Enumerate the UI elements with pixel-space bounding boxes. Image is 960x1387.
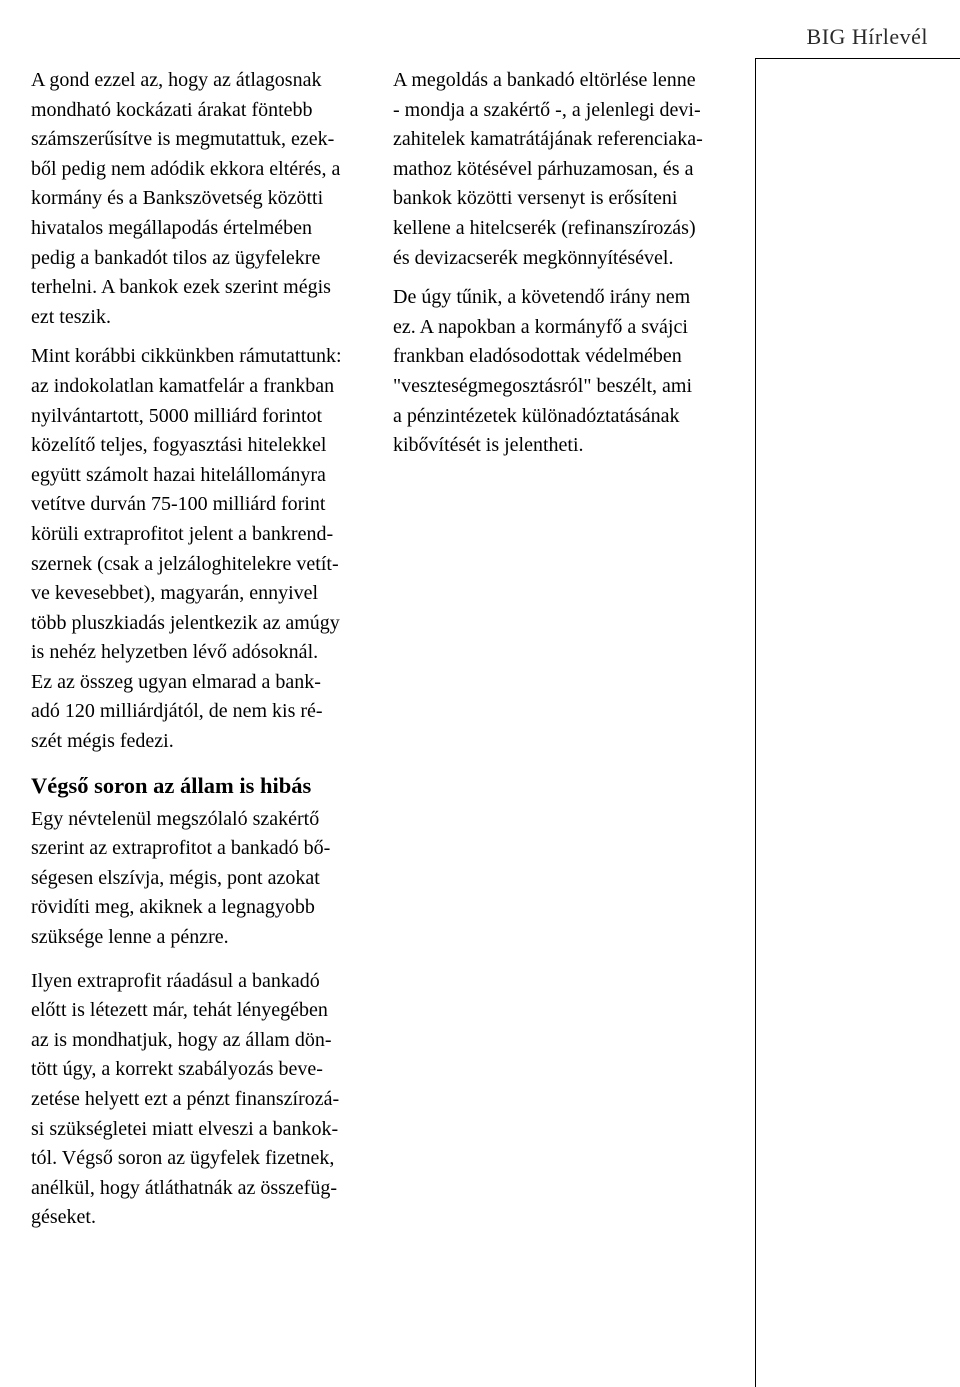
newsletter-title: BIG Hírlevél	[806, 24, 928, 49]
left-paragraph-2: Mint korábbi cikkünkben rámutattunk: az indokolatlan kamatfelár a frankban nyilvántartott, 5000 milliárd forintot közelítő teljes, fogyasztási hitelekkel együtt számolt hazai hitelállományra vetítve durván 75-100 milliárd forint körüli extraprofitot jelent a bankrend- szernek (csak a jelzáloghitelekre vetít- ve kevesebbet), magyarán, ennyivel több pluszkiadás jelentkezik az amúgy is nehéz helyzetben lévő adósoknál. Ez az összeg ugyan elmarad a bank- adó 120 milliárdjától, de nem kis ré- szét mégis fedezi.	[31, 345, 342, 753]
left-paragraph-4: Ilyen extraprofit ráadásul a bankadó előtt is létezett már, tehát lényegében az is mondhatjuk, hogy az állam dön- tött úgy, a korrekt szabályozás beve- zetése helyett ezt a pénzt finanszírozá- si szükségletei miatt elveszi a bankok- tól. Végső soron az ügyfelek fizetnek, anélkül, hogy átláthatnák az összefüg- géseket.	[31, 969, 340, 1229]
left-column	[31, 66, 393, 1233]
margin-rule	[755, 58, 756, 1387]
right-paragraph-2: De úgy tűnik, a követendő irány nem ez. A napokban a kormányfő a svájci frankban eladósodottak védelmében "veszteségmegosztásról" beszélt, ami a pénzintézetek különadóztatásának kibővítését is jelentheti.	[393, 286, 693, 457]
right-column	[393, 66, 743, 461]
section-heading: Végső soron az állam is hibás	[31, 772, 312, 798]
header-rule	[755, 58, 960, 59]
right-paragraph-1: A megoldás a bankadó eltörlése lenne - mondja a szakértő -, a jelenlegi devi- zahitelek kamatrátájának referenciaka- mathoz kötésével párhuzamosan, és a bankok közötti versenyt is erősíteni kellene a hitelcserék (refinanszírozás) és devizacserék megkönnyítésével.	[393, 69, 703, 269]
left-paragraph-3: Egy névtelenül megszólaló szakértő szerint az extraprofitot a bankadó bő- ségesen elszívja, mégis, pont azokat rövidíti meg, akiknek a legnagyobb szüksége lenne a pénzre.	[31, 807, 331, 949]
left-paragraph-1: A gond ezzel az, hogy az átlagosnak mondható kockázati árakat föntebb számszerűsítve is megmutattuk, ezek- ből pedig nem adódik ekkora eltérés, a kormány és a Bankszövetség közötti hivatalos megállapodás értelmében pedig a bankadót tilos az ügyfelekre terhelni. A bankok ezek szerint mégis ezt teszik.	[31, 69, 341, 328]
